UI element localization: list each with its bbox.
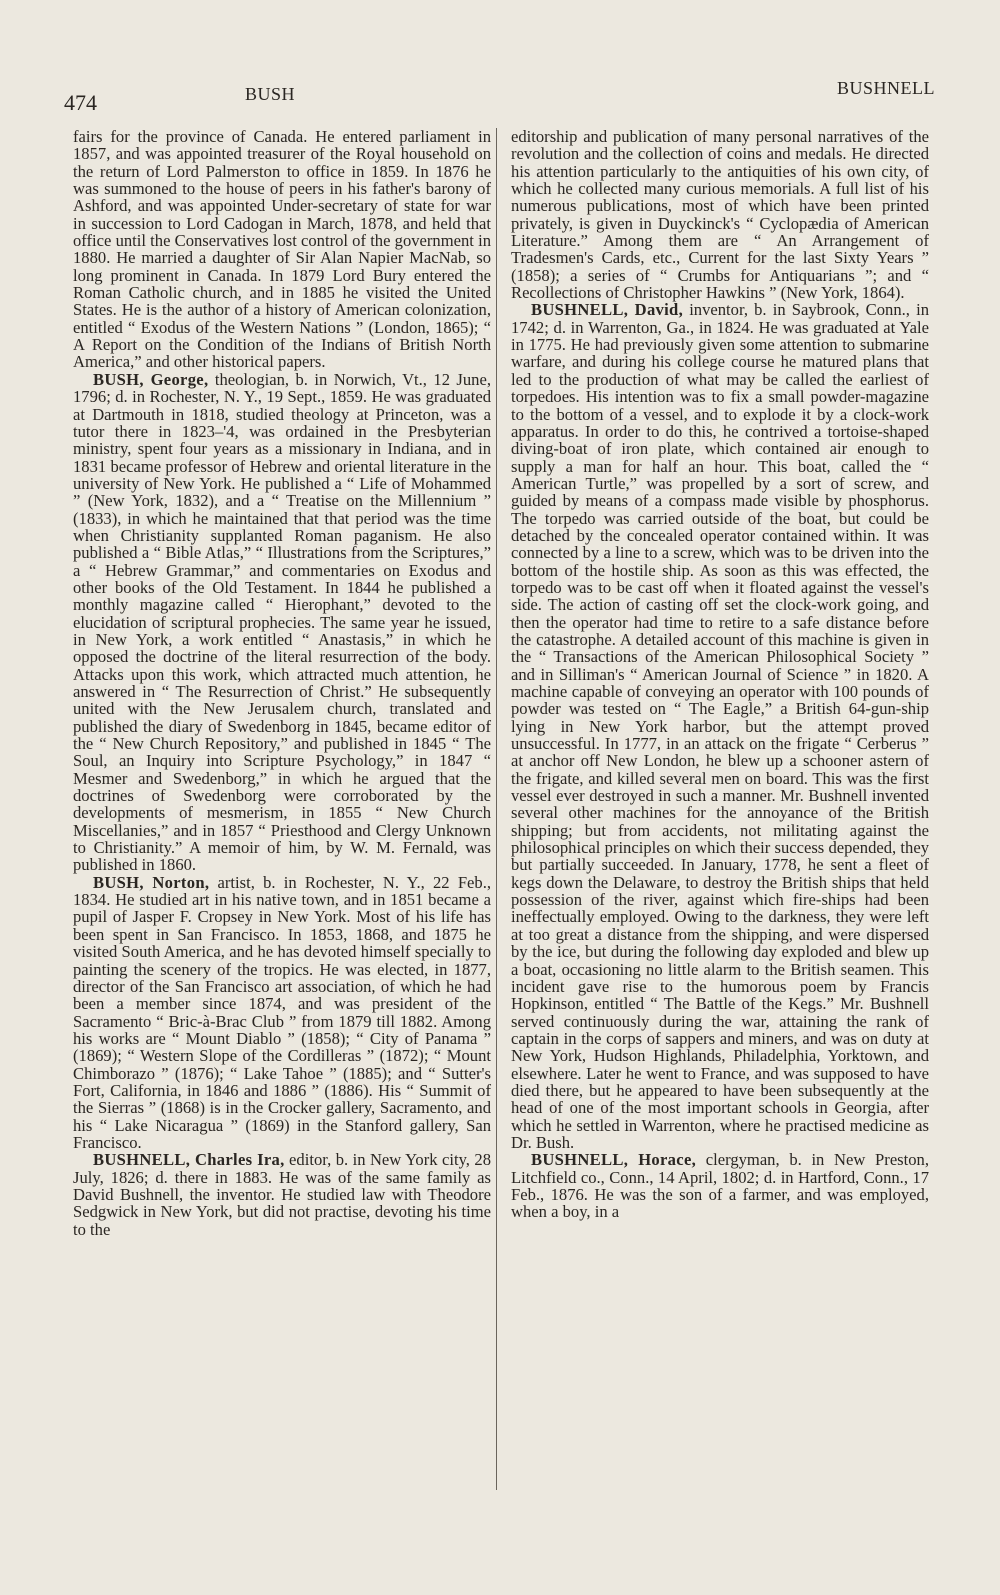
entry-bush-norton [73, 874, 491, 1152]
page-number: 474 [64, 90, 97, 115]
entry-bush-george [73, 371, 491, 874]
entry-name: BUSHNELL, Horace, [531, 1150, 697, 1170]
left-running-head: BUSH [245, 84, 296, 104]
entry-text: clergyman, b. in New Preston, Litchfield co., Conn., 14 April, 1802; d. in Hartford, Conn., 17 Feb., 1876. He was the son of a farmer, and was employed, when a boy, in a [511, 1150, 929, 1222]
entry-text: editor, b. in New York city, 28 July, 1826; d. there in 1883. He was of the same family as David Bushnell, the inventor. He studied law with Theodore Sedgwick in New York, but did not practise, devoting his time to the [73, 1150, 491, 1239]
entry-name: BUSH, George, [93, 369, 209, 389]
entry-text: inventor, b. in Saybrook, Conn., in 1742; d. in Warrenton, Ga., in 1824. He was graduated at Yale in 1775. He had previously given some attention to submarine warfare, and during his college course he matured plans that led to the production of what may be called the earliest of torpedoes. His intention was to fix a small powder-magazine to the bottom of a vessel, and to explode it by a clock-work apparatus. In order to do this, he contrived a tortoise-shaped diving-boat of iron plate, which contained air enough to supply a man for half an hour. This boat, called the “ American Turtle,” was propelled by a sort of screw, and guided by means of a compass made visible by phosphorus. The torpedo was carried outside of the boat, but could be detached by the concealed operator contained within. It was connected by a line to a screw, which was to be driven into the bottom of the hostile ship. As soon as this was effected, the torpedo was to be cast off when it floated against the vessel's side. The action of casting off set the clock-work going, and then the operator had time to retire to a safe distance before the catastrophe. A detailed account of this machine is given in the “ Transactions of the American Philosophical Society ” and in Silliman's “ American Journal of Science ” in 1820. A machine capable of conveying an operator with 100 pounds of powder was tested on “ The Eagle,” a British 64-gun-ship lying in New York harbor, but the attempt proved unsuccessful. In 1777, in an attack on the frigate “ Cerberus ” at anchor off New London, he blew up a schooner astern of the frigate, and killed several men on board. This was the first vessel ever destroyed in such a manner. Mr. Bushnell invented several other machines for the annoyance of the British shipping; but from accidents, not militating against the philosophical principles on which their success depended, they but partially succeeded. In January, 1778, he sent a fleet of kegs down the Delaware, to destroy the British ships that held possession of the river, against which fire-ships had been ineffectually employed. Owing to the darkness, they were left at too great a distance from the shipping, and were dispersed by the ice, but during the following day exploded and blew up a boat, occasioning no little alarm to the British seamen. This incident gave rise to the humorous poem by Francis Hopkinson, entitled “ The Battle of the Kegs.” Mr. Bushnell served continuously during the war, attaining the rank of captain in the corps of sappers and miners, and was on duty at New York, Hudson Highlands, Philadelphia, Yorktown, and elsewhere. Later he went to France, and was supposed to have died there, but he appeared to have been subsequently at the head of one of the most important schools in Georgia, after which he settled in Warrenton, where he practised medicine as Dr. Bush. [511, 300, 929, 1152]
right-running-head: BUSHNELL [837, 78, 935, 98]
entry-bushnell-charles-ira [73, 1151, 491, 1238]
continued-entry-text: editorship and publication of many personal narratives of the revolution and the collection of coins and medals. He directed his attention particularly to the antiquities of his own city, of which he collected many curious memorials. A full list of his numerous publications, most of which have been printed privately, is given in Duyckinck's “ Cyclopædia of American Literature.” Among them are “ An Arrangement of Tradesmen's Cards, etc., Current for the last Sixty Years ” (1858); a series of “ Crumbs for Antiquarians ”; and “ Recollections of Christopher Hawkins ” (New York, 1864). [511, 127, 929, 303]
running-header [60, 78, 935, 118]
left-column [73, 128, 491, 1238]
entry-bushnell-david [511, 301, 929, 1151]
entry-text: theologian, b. in Norwich, Vt., 12 June, 1796; d. in Rochester, N. Y., 19 Sept., 1859. He was graduated at Dartmouth in 1818, studied theology at Princeton, was a tutor there in 1823–'4, was ordained in the Presbyterian ministry, spent four years as a missionary in Indiana, and in 1831 became professor of Hebrew and oriental literature in the university of New York. He published a “ Life of Mohammed ” (New York, 1832), and a “ Treatise on the Millennium ” (1833), in which he maintained that that period was the time when Christianity supplanted Roman paganism. He also published a “ Bible Atlas,” “ Illustrations from the Scriptures,” a “ Hebrew Grammar,” and commentaries on Exodus and other books of the Old Testament. In 1844 he published a monthly magazine called “ Hierophant,” devoted to the elucidation of scriptural prophecies. The same year he issued, in New York, a work entitled “ Anastasis,” in which he opposed the doctrine of the literal resurrection of the body. Attacks upon this work, which attracted much attention, he answered in “ The Resurrection of Christ.” He subsequently united with the New Jerusalem church, translated and published the diary of Swedenborg in 1845, became editor of the “ New Church Repository,” and published in 1845 “ The Soul, an Inquiry into Scripture Psychology,” in 1847 “ Mesmer and Swedenborg,” in which he argued that the doctrines of Swedenborg were corroborated by the developments of mesmerism, in 1855 “ New Church Miscellanies,” and in 1857 “ Priesthood and Clergy Unknown to Christianity.” A memoir of him, by W. M. Fernald, was published in 1860. [73, 369, 491, 875]
continued-entry-text: fairs for the province of Canada. He entered parliament in 1857, and was appointed treasurer of the Royal household on the return of Lord Palmerston to office in 1859. In 1876 he was summoned to the house of peers in his father's barony of Ashford, and was appointed Under-secretary of state for war in succession to Lord Cadogan in March, 1878, and held that office until the Conservatives lost control of the government in 1880. He married a daughter of Sir Alan Napier MacNab, so long prominent in Canada. In 1879 Lord Bury entered the Roman Catholic church, and in 1885 he visited the United States. He is the author of a history of American colonization, entitled “ Exodus of the Western Nations ” (London, 1865); “ A Report on the Condition of the Indians of British North America,” and other historical papers. [73, 127, 491, 372]
entry-text: artist, b. in Rochester, N. Y., 22 Feb., 1834. He studied art in his native town, and in 1851 became a pupil of Jasper F. Cropsey in New York. Most of his life has been spent in San Francisco. In 1853, 1868, and 1875 he visited South America, and he has devoted himself specially to painting the scenery of the tropics. He was elected, in 1877, director of the San Francisco art association, of which he had been a member since 1874, and was president of the Sacramento “ Bric-à-Brac Club ” from 1879 till 1882. Among his works are “ Mount Diablo ” (1858); “ City of Panama ” (1869); “ Western Slope of the Cordilleras ” (1872); “ Mount Chimborazo ” (1876); “ Lake Tahoe ” (1885); and “ Sutter's Fort, California, in 1846 and 1886 ” (1886). His “ Summit of the Sierras ” (1868) is in the Crocker gallery, Sacramento, and his “ Lake Nicaragua ” (1869) in the Stanford gallery, San Francisco. [73, 872, 492, 1152]
column-divider [496, 128, 497, 1490]
entry-name: BUSHNELL, Charles Ira, [93, 1150, 285, 1170]
entry-name: BUSHNELL, David, [531, 300, 684, 320]
right-column [511, 128, 929, 1221]
entry-name: BUSH, Norton, [93, 872, 210, 892]
entry-bushnell-horace [511, 1151, 929, 1220]
